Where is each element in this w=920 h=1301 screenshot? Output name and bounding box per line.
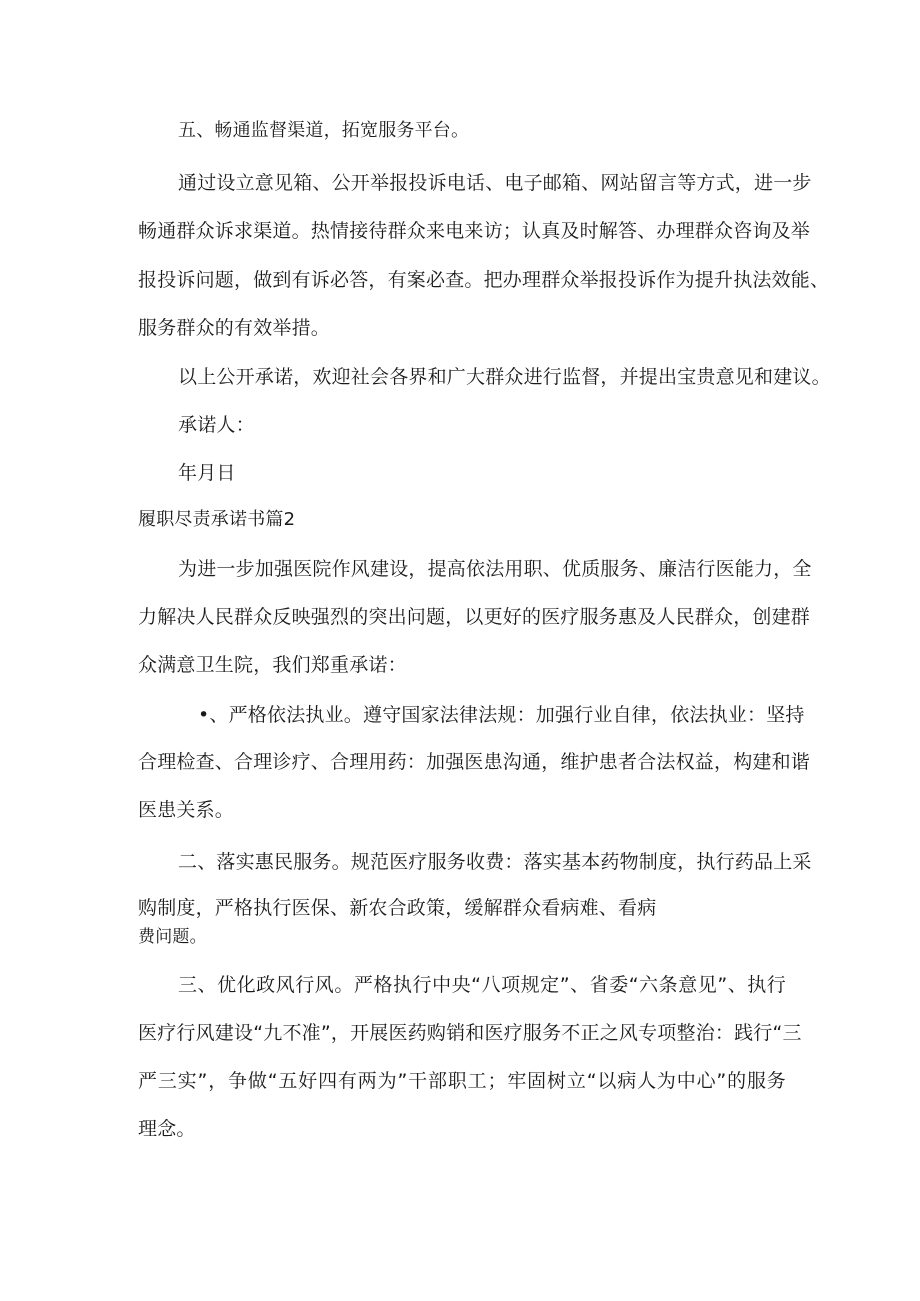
- article2-title: 履职尽责承诺书篇2: [138, 509, 296, 530]
- item2-line-3: 费问题。: [138, 927, 207, 947]
- item3-line-4: 理念。: [138, 1118, 196, 1140]
- closing-statement: 以上公开承诺，欢迎社会各界和广大群众进行监督，并提出宝贵意见和建议。: [178, 366, 831, 388]
- intro-line-2: 力解决人民群众反映强烈的突出问题，以更好的医疗服务惠及人民群众，创建群: [138, 606, 811, 628]
- section5-line-4: 服务群众的有效举措。: [138, 317, 331, 339]
- item1-line-3: 医患关系。: [138, 799, 235, 821]
- section5-heading: 五、畅通监督渠道，拓宽服务平台。: [178, 120, 470, 141]
- item2-line-2: 购制度，严格执行医保、新农合政策，缓解群众看病难、看病: [138, 897, 657, 919]
- item3-line-2: 医疗行风建设“九不准”，开展医药购销和医疗服务不正之风专项整治：践行“三: [138, 1022, 802, 1044]
- section5-line-2: 畅通群众诉求渠道。热情接待群众来电来访；认真及时解答、办理群众咨询及举: [138, 220, 811, 242]
- intro-line-3: 众满意卫生院，我们郑重承诺：: [138, 654, 407, 676]
- item3-line-3: 严三实”，争做“五好四有两为”干部职工；牢固树立“以病人为中心”的服务: [138, 1070, 786, 1092]
- item3-line-1: 三、优化政风行风。严格执行中央“八项规定”、省委“六条意见”、执行: [178, 974, 786, 996]
- section5-line-3: 报投诉问题，做到有诉必答，有案必查。把办理群众举报投诉作为提升执法效能、: [138, 269, 830, 291]
- item1-line-1: •、严格依法执业。遵守国家法律法规：加强行业自律，依法执业：坚持: [198, 704, 805, 726]
- section5-line-1: 通过设立意见箱、公开举报投诉电话、电子邮箱、网站留言等方式，进一步: [178, 172, 812, 194]
- item2-line-1: 二、落实惠民服务。规范医疗服务收费：落实基本药物制度，执行药品上采: [178, 851, 812, 873]
- promisor-label: 承诺人：: [178, 414, 255, 436]
- date-label: 年月日: [178, 462, 236, 484]
- item1-line-2: 合理检查、合理诊疗、合理用药：加强医患沟通，维护患者合法权益，构建和谐: [138, 751, 811, 773]
- intro-line-1: 为进一步加强医院作风建设，提高依法用职、优质服务、廉洁行医能力，全: [178, 558, 812, 580]
